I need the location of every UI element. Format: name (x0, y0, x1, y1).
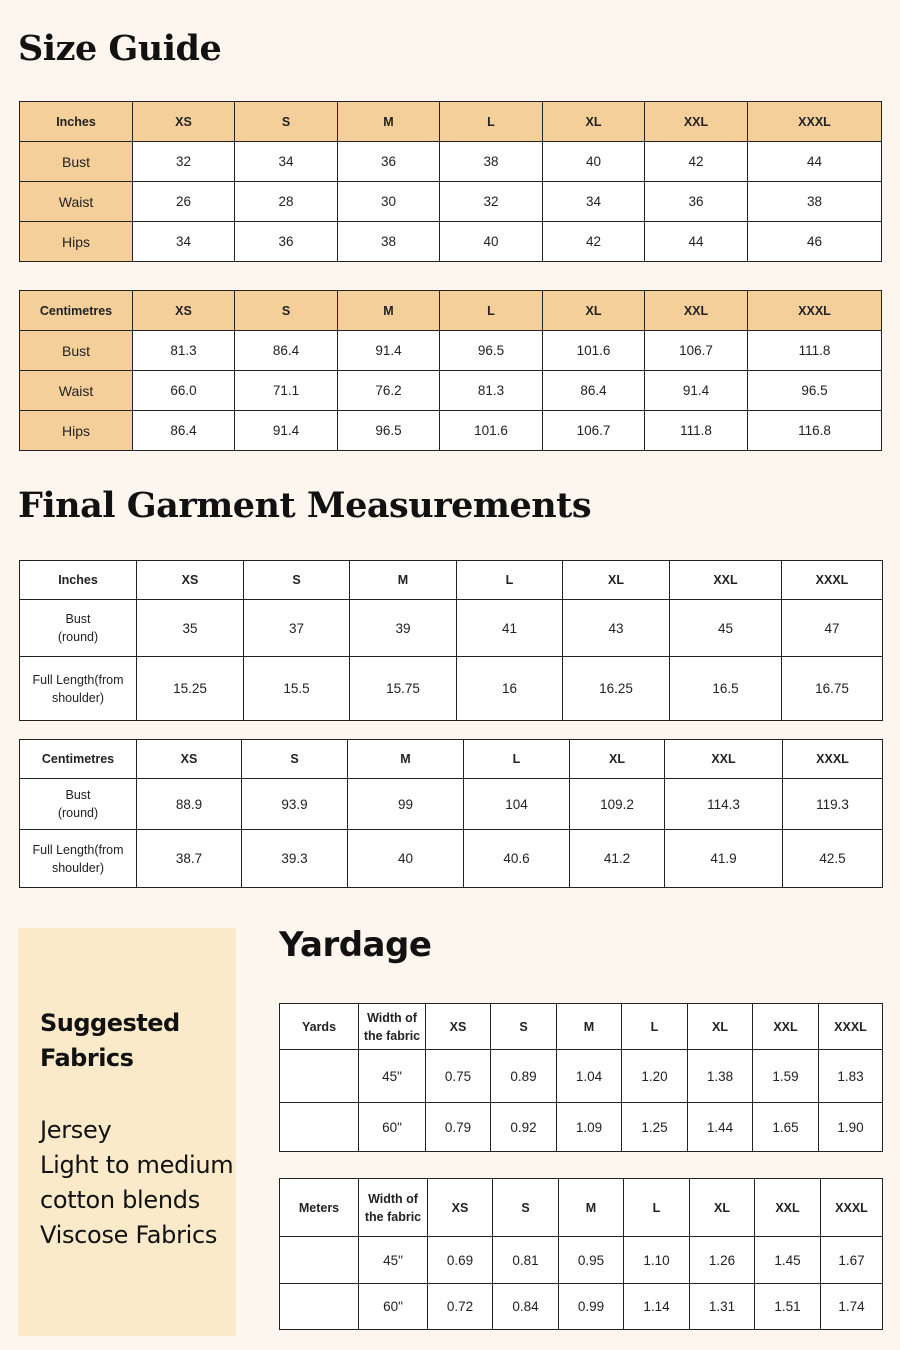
final-garment-centimetres-table (19, 739, 883, 888)
table-cell: 40 (348, 830, 464, 888)
row-label-line: (round) (57, 806, 99, 820)
row-label: Hips (20, 411, 133, 451)
row-label: Bust (20, 142, 133, 182)
table-cell: 119.3 (783, 779, 883, 830)
width-cell: 45" (359, 1237, 428, 1284)
table-cell: 34 (543, 182, 645, 222)
table-cell: 91.4 (235, 411, 338, 451)
table-cell: 0.89 (491, 1050, 557, 1103)
suggested-fabrics-panel (18, 928, 236, 1336)
size-header: XXL (670, 561, 782, 600)
unit-header: Inches (20, 561, 137, 600)
table-cell: 81.3 (440, 371, 543, 411)
row-label: Waist (20, 371, 133, 411)
row-label-line: Full Length(from (32, 842, 124, 857)
size-guide-centimetres-table (19, 290, 882, 451)
size-header: XS (426, 1004, 491, 1050)
fabric-list (40, 1113, 233, 1253)
table-cell: 114.3 (665, 779, 783, 830)
size-header: S (235, 102, 338, 142)
unit-header: Centimetres (20, 291, 133, 331)
table-cell: 99 (348, 779, 464, 830)
size-header: XL (570, 740, 665, 779)
suggested-fabrics-title-line: Fabrics (40, 1044, 134, 1072)
size-header: L (457, 561, 563, 600)
table-cell: 15.25 (137, 657, 244, 721)
size-guide-title: Size Guide (18, 28, 222, 69)
size-header: XS (137, 561, 244, 600)
table-cell: 111.8 (748, 331, 882, 371)
table-cell: 86.4 (543, 371, 645, 411)
table-cell: 40.6 (464, 830, 570, 888)
table-cell: 38.7 (137, 830, 242, 888)
table-cell: 1.38 (688, 1050, 753, 1103)
size-header: XXXL (748, 102, 882, 142)
table-cell: 43 (563, 600, 670, 657)
table-cell: 0.81 (493, 1237, 559, 1284)
table-cell: 101.6 (543, 331, 645, 371)
table-cell: 1.90 (819, 1103, 883, 1152)
table-cell: 106.7 (543, 411, 645, 451)
table-cell: 81.3 (133, 331, 235, 371)
table-cell: 39.3 (242, 830, 348, 888)
width-cell: 60" (359, 1284, 428, 1330)
size-header: XS (133, 102, 235, 142)
table-cell: 40 (440, 222, 543, 262)
table-cell: 1.10 (624, 1237, 690, 1284)
size-header: M (338, 291, 440, 331)
size-header: XXL (645, 291, 748, 331)
row-label-line: Full Length(from (32, 672, 124, 687)
width-header-line: Width of (367, 1010, 417, 1025)
width-header-line: Width of (368, 1191, 418, 1206)
size-header: S (491, 1004, 557, 1050)
size-header: XXXL (782, 561, 883, 600)
table-cell: 36 (338, 142, 440, 182)
table-cell: 42.5 (783, 830, 883, 888)
table-cell: 1.04 (557, 1050, 622, 1103)
size-header: XXXL (821, 1179, 883, 1237)
table-cell: 1.83 (819, 1050, 883, 1103)
size-header: XS (133, 291, 235, 331)
table-cell: 16.25 (563, 657, 670, 721)
table-cell: 34 (235, 142, 338, 182)
table-cell: 32 (440, 182, 543, 222)
width-header (359, 1004, 426, 1050)
table-cell: 1.45 (755, 1237, 821, 1284)
size-header: XS (428, 1179, 493, 1237)
fabric-list-item: cotton blends (40, 1186, 200, 1214)
table-cell: 1.26 (690, 1237, 755, 1284)
table-cell: 91.4 (338, 331, 440, 371)
table-cell: 0.99 (559, 1284, 624, 1330)
row-label: Waist (20, 182, 133, 222)
table-cell: 32 (133, 142, 235, 182)
table-cell: 1.59 (753, 1050, 819, 1103)
size-header: M (559, 1179, 624, 1237)
table-cell: 101.6 (440, 411, 543, 451)
table-cell: 104 (464, 779, 570, 830)
size-header: XXXL (783, 740, 883, 779)
table-cell: 0.92 (491, 1103, 557, 1152)
row-label: Hips (20, 222, 133, 262)
table-cell: 86.4 (235, 331, 338, 371)
size-header: XL (563, 561, 670, 600)
table-cell: 0.79 (426, 1103, 491, 1152)
size-header: XL (543, 102, 645, 142)
width-cell: 45" (359, 1050, 426, 1103)
table-cell: 1.65 (753, 1103, 819, 1152)
size-header: M (348, 740, 464, 779)
table-cell: 0.69 (428, 1237, 493, 1284)
unit-header: Yards (280, 1004, 359, 1050)
row-label: Bust (20, 331, 133, 371)
table-cell: 47 (782, 600, 883, 657)
row-label-line: shoulder) (51, 860, 105, 875)
table-cell: 86.4 (133, 411, 235, 451)
size-header: L (440, 291, 543, 331)
size-header: XXL (753, 1004, 819, 1050)
empty-cell (280, 1103, 359, 1152)
table-cell: 42 (645, 142, 748, 182)
unit-header: Centimetres (20, 740, 137, 779)
table-cell: 76.2 (338, 371, 440, 411)
fabric-list-item: Jersey (40, 1116, 112, 1144)
size-header: XXXL (748, 291, 882, 331)
table-cell: 116.8 (748, 411, 882, 451)
table-cell: 1.74 (821, 1284, 883, 1330)
row-label-line: shoulder) (51, 690, 105, 705)
width-header (359, 1179, 428, 1237)
table-cell: 16.75 (782, 657, 883, 721)
empty-cell (280, 1050, 359, 1103)
table-cell: 1.31 (690, 1284, 755, 1330)
size-header: S (244, 561, 350, 600)
size-header: L (464, 740, 570, 779)
table-cell: 1.67 (821, 1237, 883, 1284)
table-cell: 46 (748, 222, 882, 262)
size-header: L (440, 102, 543, 142)
suggested-fabrics-title-line: Suggested (40, 1009, 180, 1037)
table-cell: 16 (457, 657, 563, 721)
table-cell: 38 (338, 222, 440, 262)
yardage-title: Yardage (279, 925, 432, 965)
row-label (20, 830, 137, 888)
table-cell: 45 (670, 600, 782, 657)
width-header-line: the fabric (364, 1209, 422, 1224)
table-cell: 111.8 (645, 411, 748, 451)
size-header: S (493, 1179, 559, 1237)
yardage-yards-table (279, 1003, 883, 1152)
table-cell: 0.75 (426, 1050, 491, 1103)
unit-header: Meters (280, 1179, 359, 1237)
table-cell: 1.09 (557, 1103, 622, 1152)
size-header: S (242, 740, 348, 779)
table-cell: 91.4 (645, 371, 748, 411)
table-cell: 88.9 (137, 779, 242, 830)
size-guide-inches-table (19, 101, 882, 262)
table-cell: 28 (235, 182, 338, 222)
table-cell: 39 (350, 600, 457, 657)
size-header: M (350, 561, 457, 600)
fabric-list-item: Viscose Fabrics (40, 1221, 218, 1249)
table-cell: 30 (338, 182, 440, 222)
table-cell: 1.14 (624, 1284, 690, 1330)
size-header: L (624, 1179, 690, 1237)
table-cell: 44 (748, 142, 882, 182)
row-label-line: Bust (65, 612, 91, 626)
row-label-line: (round) (57, 630, 99, 644)
size-header: XL (688, 1004, 753, 1050)
table-cell: 40 (543, 142, 645, 182)
table-cell: 42 (543, 222, 645, 262)
yardage-meters-table (279, 1178, 883, 1330)
size-header: S (235, 291, 338, 331)
empty-cell (280, 1284, 359, 1330)
row-label-line: Bust (65, 788, 91, 802)
table-cell: 66.0 (133, 371, 235, 411)
table-cell: 96.5 (440, 331, 543, 371)
table-cell: 93.9 (242, 779, 348, 830)
table-cell: 36 (235, 222, 338, 262)
table-cell: 37 (244, 600, 350, 657)
final-garment-title: Final Garment Measurements (18, 485, 592, 526)
final-garment-inches-table (19, 560, 883, 721)
suggested-fabrics-title (40, 1006, 180, 1076)
table-cell: 15.5 (244, 657, 350, 721)
table-cell: 109.2 (570, 779, 665, 830)
size-header: XL (690, 1179, 755, 1237)
table-cell: 96.5 (338, 411, 440, 451)
width-cell: 60" (359, 1103, 426, 1152)
width-header-line: the fabric (363, 1028, 421, 1043)
size-header: XXL (755, 1179, 821, 1237)
table-cell: 96.5 (748, 371, 882, 411)
table-cell: 41 (457, 600, 563, 657)
table-cell: 106.7 (645, 331, 748, 371)
table-cell: 36 (645, 182, 748, 222)
table-cell: 71.1 (235, 371, 338, 411)
table-cell: 1.51 (755, 1284, 821, 1330)
table-cell: 44 (645, 222, 748, 262)
table-cell: 16.5 (670, 657, 782, 721)
size-header: M (557, 1004, 622, 1050)
table-cell: 26 (133, 182, 235, 222)
row-label (20, 779, 137, 830)
size-header: XXL (665, 740, 783, 779)
size-header: L (622, 1004, 688, 1050)
fabric-list-item: Light to medium (40, 1151, 234, 1179)
table-cell: 1.25 (622, 1103, 688, 1152)
size-header: M (338, 102, 440, 142)
table-cell: 38 (748, 182, 882, 222)
table-cell: 15.75 (350, 657, 457, 721)
size-header: XS (137, 740, 242, 779)
row-label (20, 657, 137, 721)
table-cell: 0.95 (559, 1237, 624, 1284)
unit-header: Inches (20, 102, 133, 142)
table-cell: 41.9 (665, 830, 783, 888)
table-cell: 1.44 (688, 1103, 753, 1152)
table-cell: 38 (440, 142, 543, 182)
empty-cell (280, 1237, 359, 1284)
table-cell: 41.2 (570, 830, 665, 888)
table-cell: 1.20 (622, 1050, 688, 1103)
size-header: XL (543, 291, 645, 331)
size-header: XXL (645, 102, 748, 142)
table-cell: 35 (137, 600, 244, 657)
table-cell: 0.72 (428, 1284, 493, 1330)
size-header: XXXL (819, 1004, 883, 1050)
table-cell: 34 (133, 222, 235, 262)
table-cell: 0.84 (493, 1284, 559, 1330)
row-label (20, 600, 137, 657)
